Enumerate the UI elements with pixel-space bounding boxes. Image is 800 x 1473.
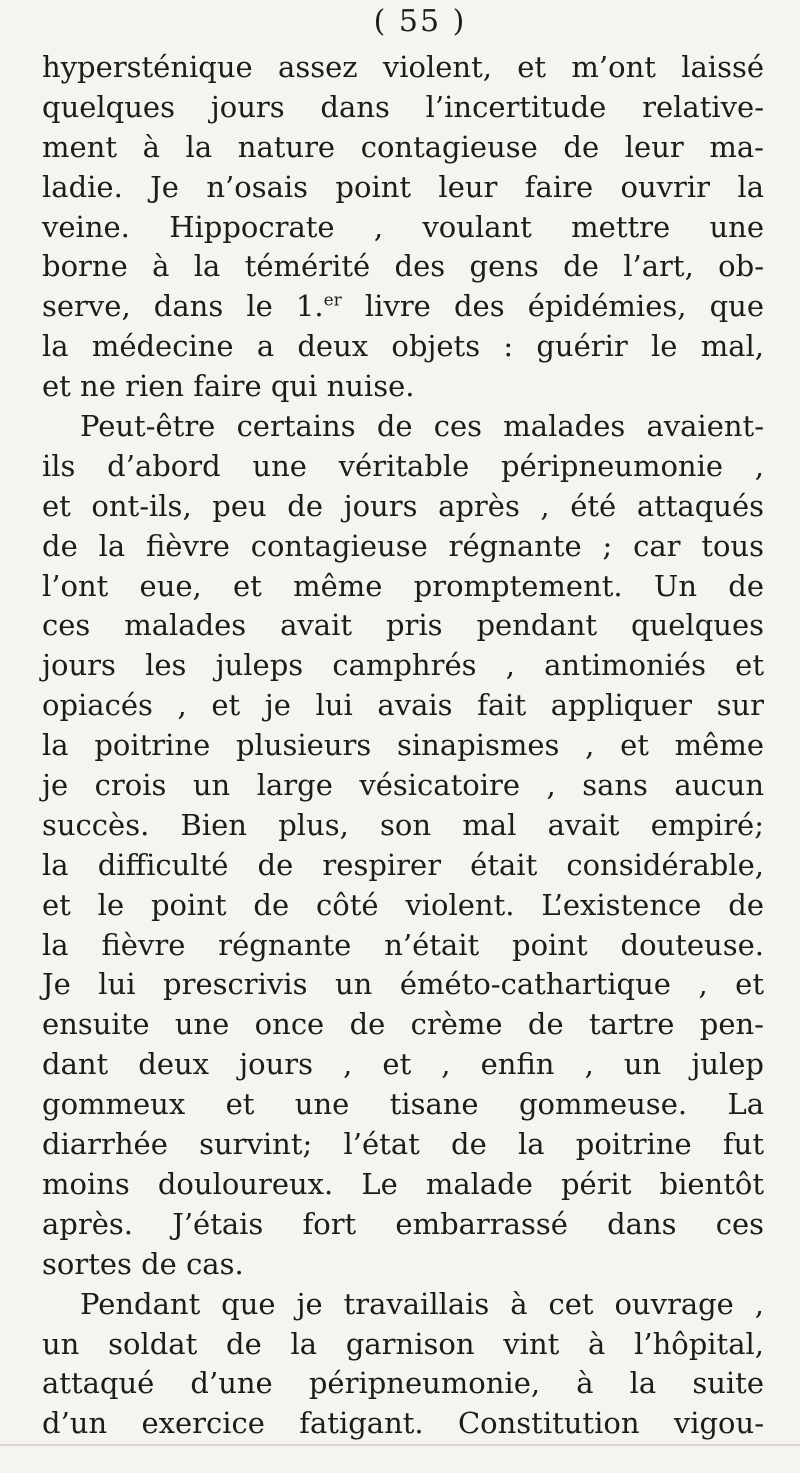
text-line: ils d’abord une véritable péripneumonie , bbox=[42, 448, 764, 483]
text-line: opiacés , et je lui avais fait appliquer sur bbox=[42, 688, 764, 723]
text-line: la fièvre régnante n’était point douteuse. bbox=[42, 927, 764, 962]
text-line: un soldat de la garnison vint à l’hôpital, bbox=[42, 1326, 764, 1361]
text-line: sortes de cas. bbox=[42, 1246, 244, 1281]
text-line: diarrhée survint; l’état de la poitrine fut bbox=[42, 1127, 764, 1162]
text-line: la médecine a deux objets : guérir le mal, bbox=[42, 329, 764, 364]
ordinal-superscript: er bbox=[323, 290, 342, 311]
text-line: succès. Bien plus, son mal avait empiré; bbox=[42, 807, 764, 842]
text-line: attaqué d’une péripneumonie, à la suite bbox=[42, 1366, 764, 1401]
text-line: et le point de côté violent. L’existence de bbox=[42, 887, 764, 922]
text-line: de la fièvre contagieuse régnante ; car tous bbox=[42, 528, 764, 563]
text-line: la difficulté de respirer était considérable, bbox=[42, 847, 764, 882]
page-bottom-edge bbox=[0, 1444, 800, 1446]
text-line: d’un exercice fatigant. Constitution vigou- bbox=[42, 1406, 764, 1441]
text-line: Je lui prescrivis un éméto-cathartique , et bbox=[42, 967, 764, 1002]
text-line: je crois un large vésicatoire , sans aucun bbox=[42, 768, 764, 803]
text-line: l’ont eue, et même promptement. Un de bbox=[42, 568, 764, 603]
text-line: jours les juleps camphrés , antimoniés et bbox=[42, 648, 764, 683]
text-line: Peut-être certains de ces malades avaient- bbox=[80, 409, 764, 444]
text-line: dant deux jours , et , enfin , un julep bbox=[42, 1047, 764, 1082]
text-line: ensuite une once de crème de tartre pen- bbox=[42, 1007, 764, 1042]
text-line: et ne rien faire qui nuise. bbox=[42, 369, 415, 404]
text-line: et ont-ils, peu de jours après , été attaqués bbox=[42, 488, 764, 523]
text-line: ment à la nature contagieuse de leur ma- bbox=[42, 129, 764, 164]
text-line: ces malades avait pris pendant quelques bbox=[42, 608, 764, 643]
text-line: Pendant que je travaillais à cet ouvrage , bbox=[80, 1286, 764, 1321]
text-line: gommeux et une tisane gommeuse. La bbox=[42, 1087, 764, 1122]
text-line: après. J’étais fort embarrassé dans ces bbox=[42, 1206, 764, 1241]
text-line: veine. Hippocrate , voulant mettre une bbox=[42, 209, 764, 244]
text-line: moins douloureux. Le malade périt bientôt bbox=[42, 1166, 764, 1201]
text-line: borne à la témérité des gens de l’art, ob- bbox=[42, 249, 764, 284]
page-number: ( 55 ) bbox=[373, 4, 467, 39]
text-line: quelques jours dans l’incertitude relative- bbox=[42, 89, 764, 124]
text-line: hypersténique assez violent, et m’ont laissé bbox=[42, 50, 764, 84]
text-line: serve, dans le 1.$^{er}$ livre des épidémies, que bbox=[42, 289, 764, 324]
body-text bbox=[42, 48, 764, 1444]
text-line: la poitrine plusieurs sinapismes , et même bbox=[42, 728, 764, 763]
text-line: ladie. Je n’osais point leur faire ouvrir la bbox=[42, 169, 764, 204]
